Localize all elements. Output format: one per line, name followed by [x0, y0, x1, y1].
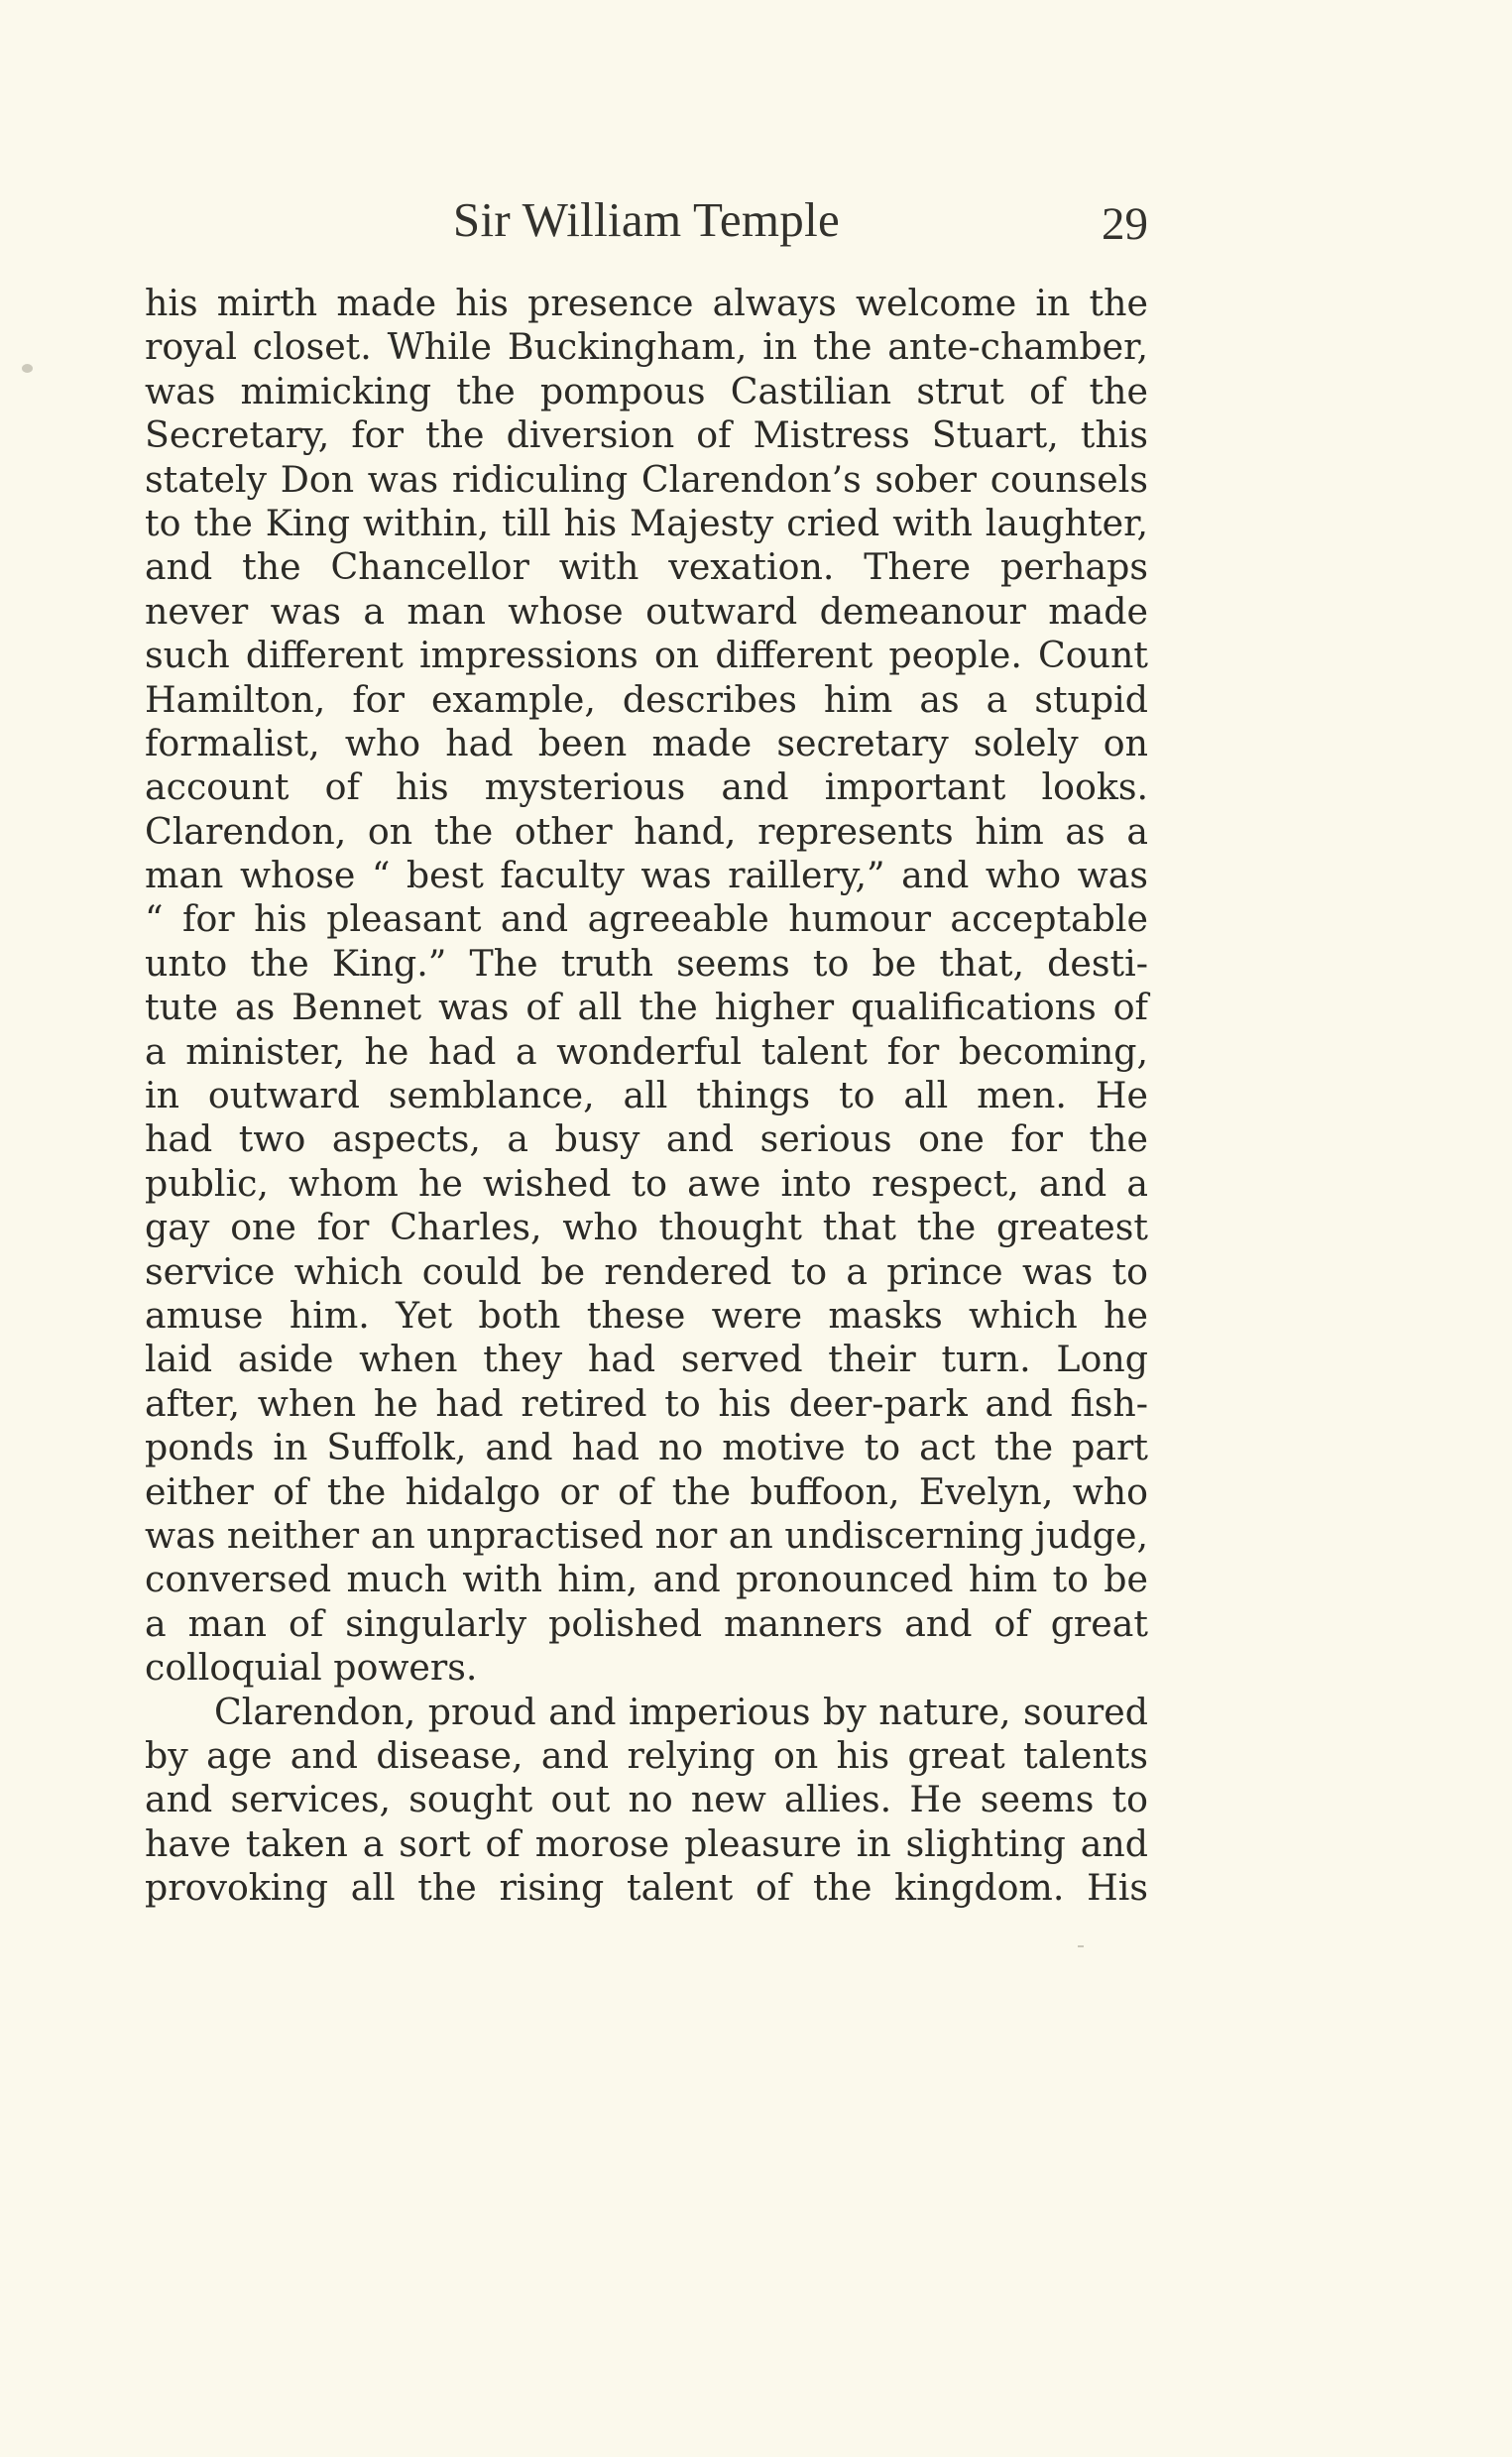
text-line: by age and disease, and relying on his great talents — [145, 1733, 1148, 1777]
text-line: after, when he had retired to his deer-park and fish- — [145, 1381, 1148, 1425]
text-line: to the King within, till his Majesty cried with laughter, — [145, 501, 1148, 544]
running-head: Sir William Temple — [452, 192, 841, 247]
text-line: was neither an unpractised nor an undiscerning judge, — [145, 1513, 1148, 1557]
text-line: “ for his pleasant and agreeable humour acceptable — [145, 897, 1148, 941]
text-line: Clarendon, proud and imperious by nature, soured — [214, 1690, 1148, 1733]
text-line: Clarendon, on the other hand, represents him as a — [145, 809, 1148, 853]
text-line: service which could be rendered to a prince was to — [145, 1249, 1148, 1293]
text-line: royal closet. While Buckingham, in the ante-chamber, — [145, 325, 1148, 369]
text-line: and services, sought out no new allies. He seems to — [145, 1778, 1148, 1821]
text-line: a minister, he had a wonderful talent for becoming, — [145, 1029, 1148, 1073]
text-line: account of his mysterious and important looks. — [145, 765, 1148, 809]
text-line: his mirth made his presence always welcome in the — [145, 282, 1148, 324]
text-line: was mimicking the pompous Castilian strut of the — [145, 369, 1148, 412]
text-line: laid aside when they had served their turn. Long — [145, 1338, 1148, 1381]
paragraph — [145, 1691, 1148, 1911]
text-line: in outward semblance, all things to all men. He — [145, 1074, 1148, 1117]
margin-smudge — [22, 364, 33, 373]
text-line: Hamilton, for example, describes him as a stupid — [145, 677, 1148, 721]
text-line: ponds in Suffolk, and had no motive to act the part — [145, 1426, 1148, 1469]
text-line: gay one for Charles, who thought that the greatest — [145, 1206, 1148, 1249]
page-header — [145, 190, 1148, 250]
text-line: stately Don was ridiculing Clarendon’s sober counsels — [145, 457, 1148, 501]
text-line: tute as Bennet was of all the higher qualifications of — [145, 986, 1148, 1029]
text-line: man whose “ best faculty was raillery,” and who was — [145, 854, 1148, 897]
text-line: such different impressions on different people. Count — [145, 634, 1148, 677]
paragraph — [145, 282, 1148, 1691]
text-line: have taken a sort of morose pleasure in slighting and — [145, 1821, 1148, 1865]
text-line: never was a man whose outward demeanour made — [145, 589, 1148, 633]
text-line: a man of singularly polished manners and of great — [145, 1601, 1148, 1645]
page-number: 29 — [1102, 198, 1148, 250]
text-line: Secretary, for the diversion of Mistress Stuart, this — [145, 413, 1148, 457]
margin-mark — [1078, 1945, 1084, 1947]
text-line: formalist, who had been made secretary solely on — [145, 721, 1148, 764]
text-line: provoking all the rising talent of the kingdom. His — [145, 1866, 1148, 1910]
text-line: unto the King.” The truth seems to be that, desti- — [145, 941, 1148, 985]
text-line: had two aspects, a busy and serious one for the — [145, 1117, 1148, 1161]
text-line: conversed much with him, and pronounced him to be — [145, 1558, 1148, 1601]
body-text — [145, 282, 1148, 1910]
text-line: either of the hidalgo or of the buffoon, Evelyn, who — [145, 1469, 1148, 1513]
text-line: colloquial powers. — [145, 1646, 478, 1690]
text-line: public, whom he wished to awe into respect, and a — [145, 1161, 1148, 1205]
text-line: amuse him. Yet both these were masks which he — [145, 1293, 1148, 1337]
text-line: and the Chancellor with vexation. There perhaps — [145, 545, 1148, 589]
